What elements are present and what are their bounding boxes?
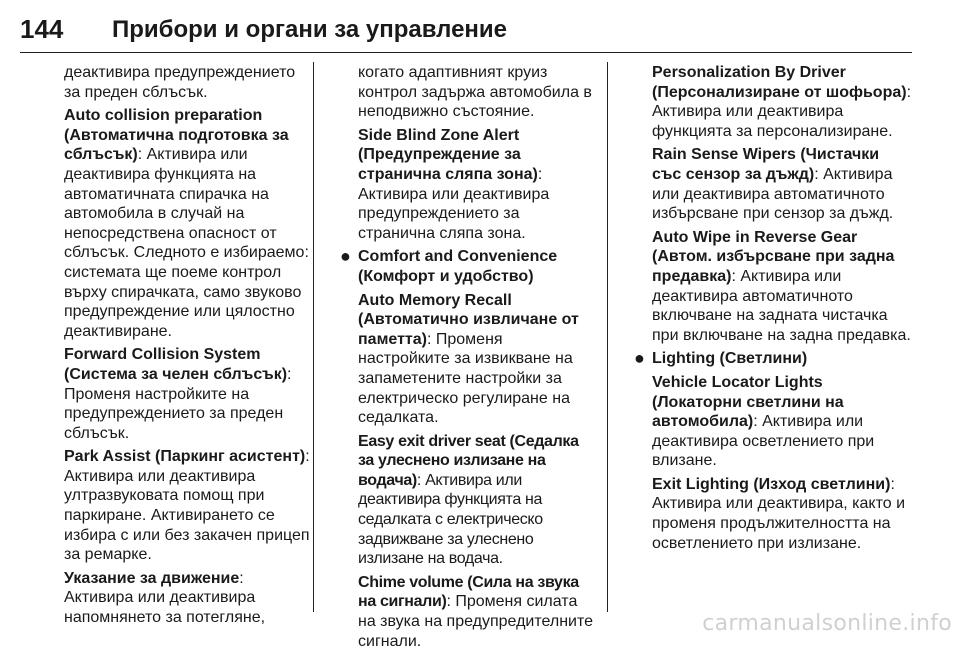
bullet-comfort-and-convenience: ● Comfort and Convenience (Комфорт и удобство) [340, 246, 558, 285]
col3-paragraph-5: Exit Lighting (Изход светлини): Активира или деактивира, както и променя продължителността на осветлението при излизане. [652, 475, 906, 552]
col2-paragraph-4: Easy exit driver seat (Седалка за улеснено излизане на водача): Активира или деактивира функцията на седалката с електрическо задвижване за улеснено излизане на водача. [358, 432, 579, 568]
term-rain-sense-wipers: Rain Sense Wipers (Чистачки със сензор за дъжд) [652, 146, 880, 183]
col3-paragraph-1: Personalization By Driver (Персонализиране от шофьора): Активира или деактивира функцията за персонализиране. [652, 64, 912, 140]
column-2 [340, 63, 598, 655]
term-chime-volume: Chime volume (Сила на звука на сигнали) [358, 573, 579, 611]
term-auto-wipe-reverse-gear: Auto Wipe in Reverse Gear (Автом. избърсване при задна предавка) [652, 228, 895, 285]
column-divider-2 [607, 62, 608, 612]
col2-paragraph-5: Chime volume (Сила на звука на сигнали): Променя силата на звука на предупредителните сигнали. [358, 573, 594, 650]
term-forward-collision-system: Forward Collision System (Система за челен сблъсък) [64, 346, 288, 383]
col1-paragraph-4: Park Assist (Паркинг асистент): Активира или деактивира ултразвуковата помощ при паркиране. Активирането се избира с или без закачен прицеп за ремарке. [64, 448, 310, 564]
chapter-title: Прибори и органи за управление [112, 16, 508, 43]
term-driving-hint: Указание за движение [64, 569, 240, 587]
column-divider-1 [313, 62, 314, 612]
col2-paragraph-3: Auto Memory Recall (Автоматично извличане от паметта): Променя настройките за извикване на запаметените настройки за електрическо регулиране на седалката. [358, 291, 579, 427]
term-side-blind-zone-alert: Side Blind Zone Alert (Предупреждение за странична сляпа зона) [358, 126, 538, 183]
col1-paragraph-2: Auto collision preparation (Автоматична подготовка за сблъсък): Активира или деактивира функцията на автоматичната спирачка на автомобила в случай на непосредствена опасност от сблъсък. Следното е избираемо: системата ще поеме контрол върху спирачката, само звуково предупреждение или цялостно деактивиране. [64, 107, 309, 340]
header-rule [20, 52, 912, 53]
watermark: carmanualsonline.info [702, 611, 952, 636]
column-3 [634, 63, 912, 557]
term-easy-exit-driver-seat: Easy exit driver seat (Седалка за улеснено излизане на водача) [358, 432, 579, 489]
col2-paragraph-2: Side Blind Zone Alert (Предупреждение за странична сляпа зона): Активира или деактивира предупреждението за странична сляпа зона. [358, 126, 550, 242]
term-park-assist: Park Assist (Паркинг асистент) [64, 448, 306, 466]
col1-paragraph-1: деактивира предупреждението за преден сблъсък. [64, 64, 296, 101]
term-vehicle-locator-lights: Vehicle Locator Lights (Локаторни светлини на автомобила) [652, 373, 844, 431]
bullet-icon: ● [340, 246, 351, 267]
term-auto-collision-preparation: Auto collision preparation (Автоматична подготовка за сблъсък) [64, 107, 289, 164]
col3-paragraph-4: Vehicle Locator Lights (Локаторни светлини на автомобила): Активира или деактивира осветлението при влизане. [652, 373, 875, 470]
col1-paragraph-5: Указание за движение: Активира или деактивира напомнянето за потегляне, [64, 569, 266, 627]
term-auto-memory-recall: Auto Memory Recall (Автоматично извличане от паметта) [358, 291, 579, 348]
col2-paragraph-1: когато адаптивният круиз контрол задържа автомобила в неподвижно състояние. [358, 64, 592, 121]
column-1 [64, 63, 310, 632]
bullet-lighting: ● Lighting (Светлини) [634, 348, 808, 369]
bullet-icon: ● [634, 348, 645, 369]
col1-paragraph-3: Forward Collision System (Система за челен сблъсък): Променя настройките на предупреждението за преден сблъсък. [64, 346, 292, 442]
term-personalization-by-driver: Personalization By Driver (Персонализиране от шофьора) [652, 64, 907, 101]
col3-paragraph-3: Auto Wipe in Reverse Gear (Автом. избърсване при задна предавка): Активира или деактивира автоматичното включване на задната чистачка при включване на задна предавка. [652, 228, 911, 344]
page-number: 144 [20, 14, 64, 44]
col3-paragraph-2: Rain Sense Wipers (Чистачки със сензор за дъжд): Активира или деактивира автоматичното избърсване при сензор за дъжд. [652, 146, 894, 223]
term-exit-lighting: Exit Lighting (Изход светлини) [652, 475, 891, 493]
